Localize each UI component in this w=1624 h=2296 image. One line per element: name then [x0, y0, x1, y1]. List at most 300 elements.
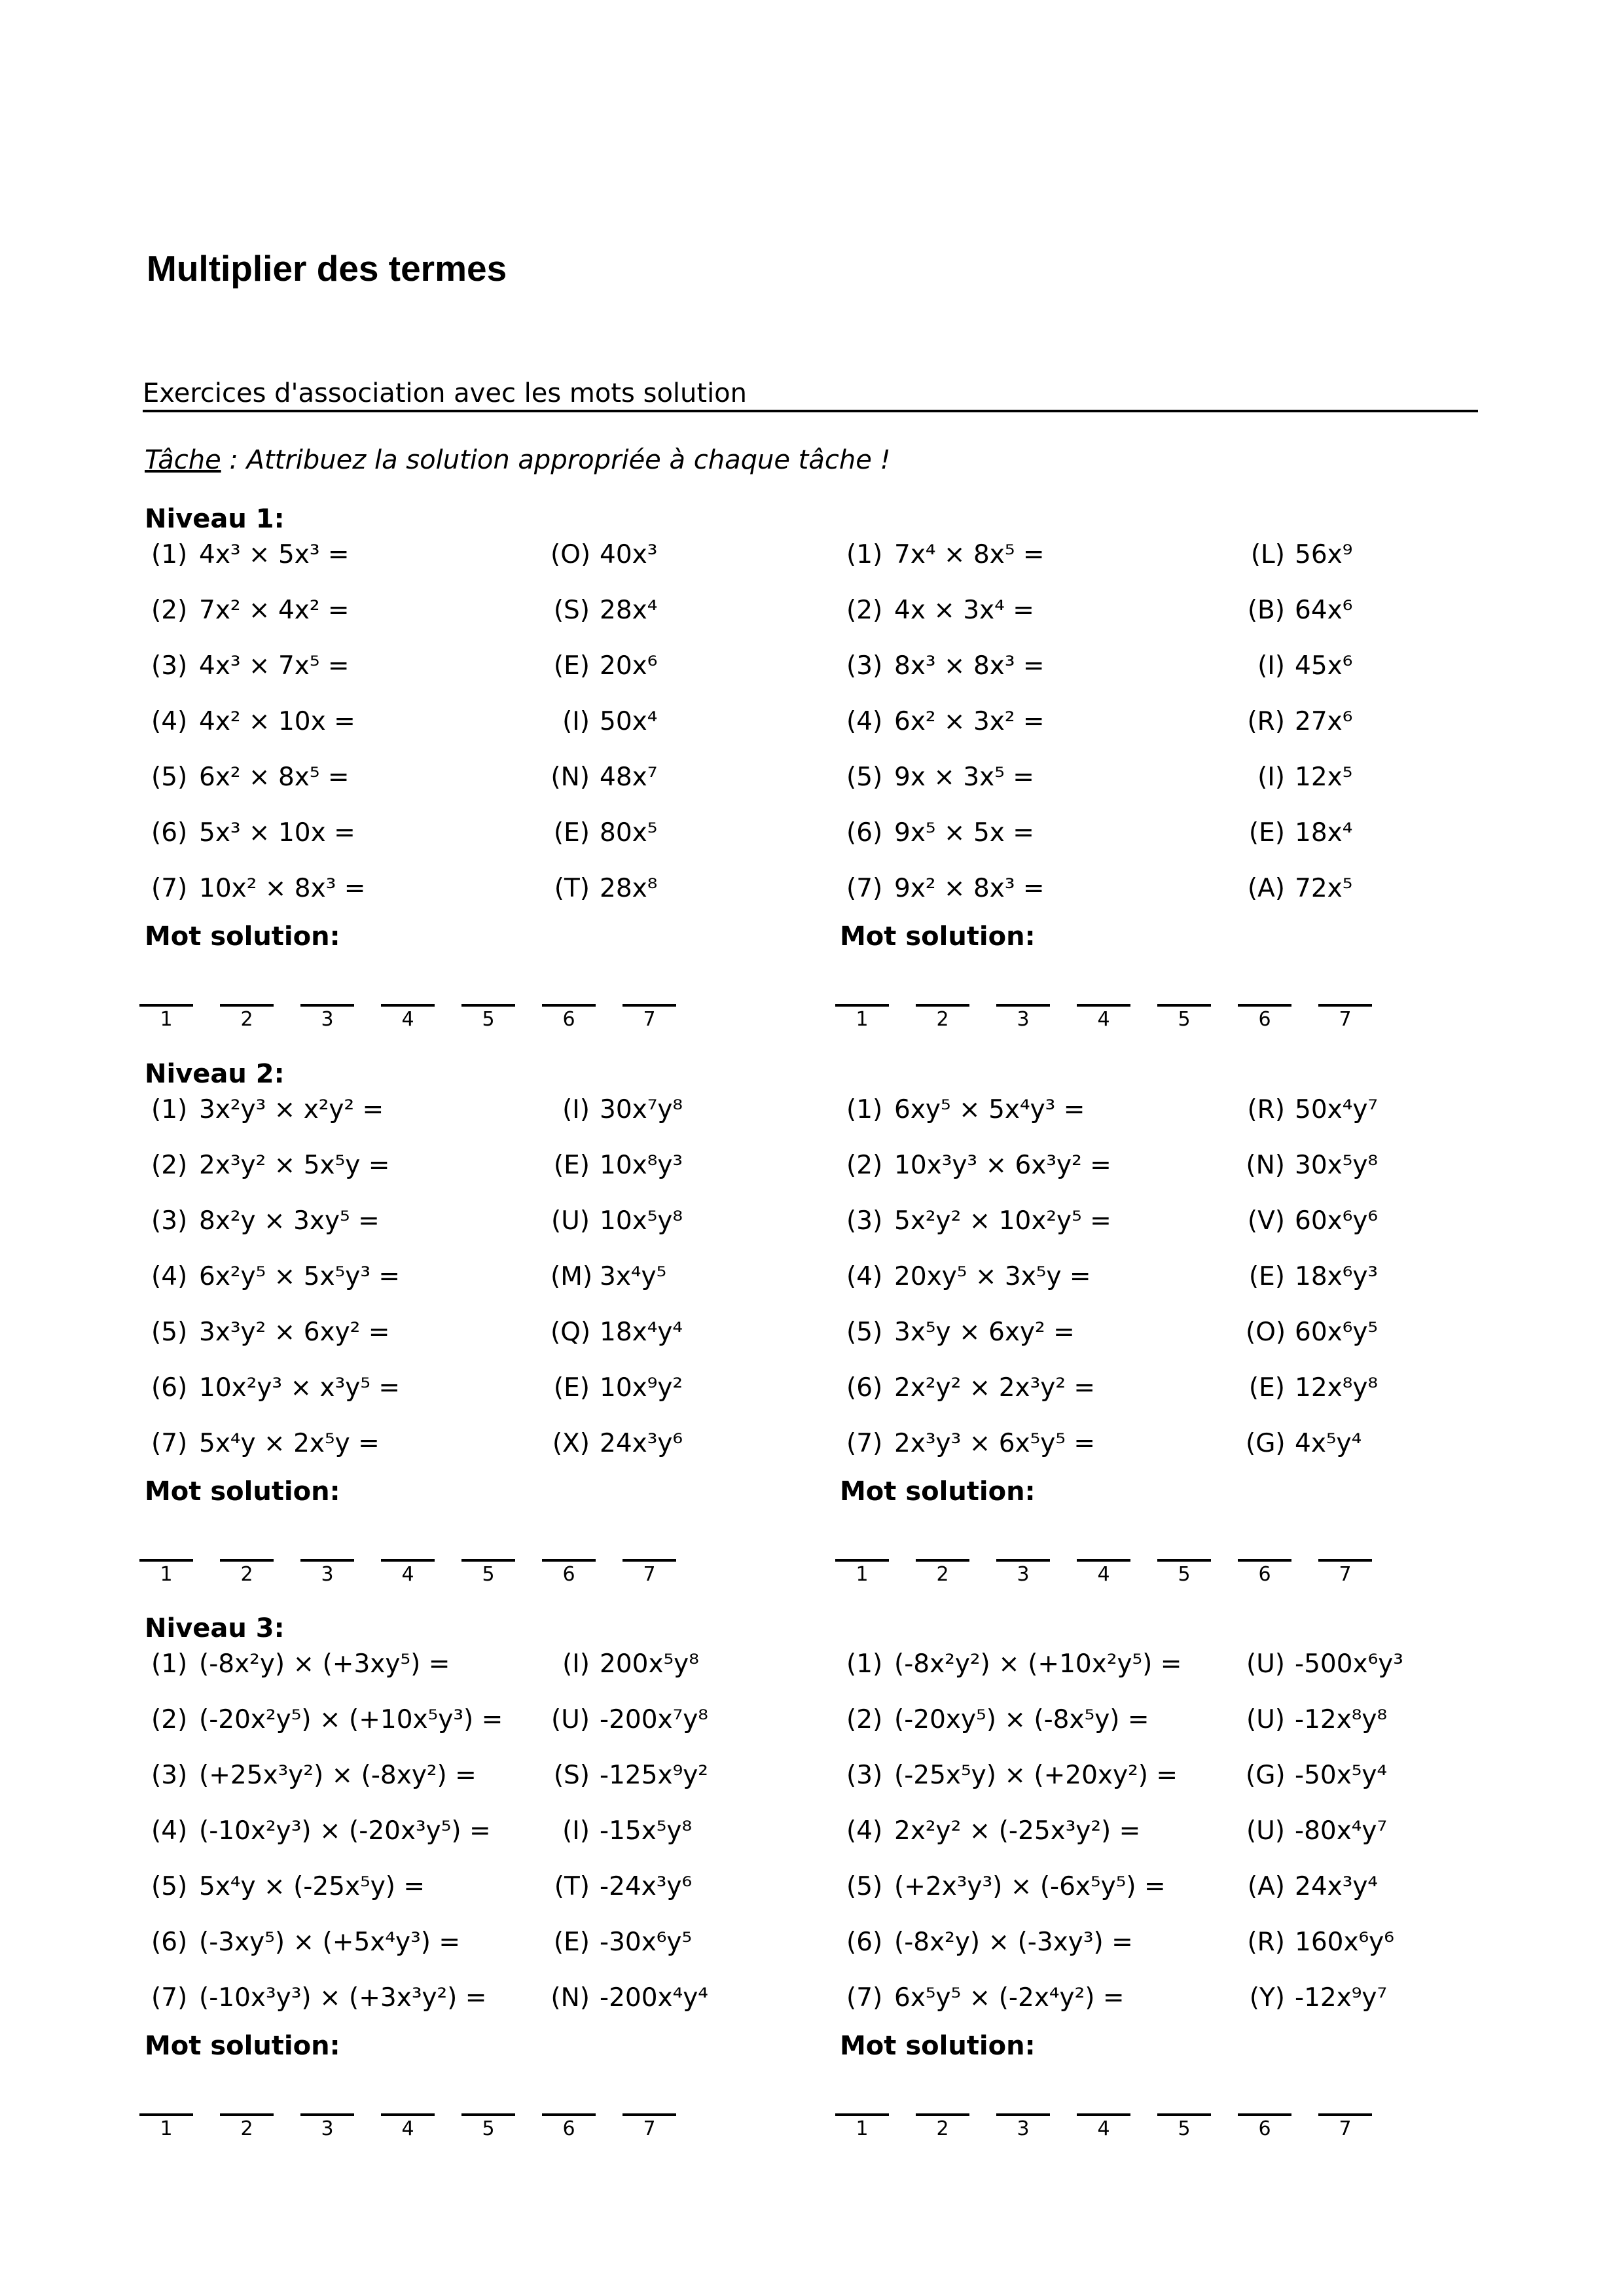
solution-result: -12x⁸y⁸	[1295, 1705, 1388, 1734]
solution-letter: (N)	[550, 1983, 590, 2013]
mot-solution-label: Mot solution:	[145, 1477, 340, 1507]
solution-letter: (A)	[1247, 874, 1285, 903]
solution-letter: (V)	[1247, 1206, 1285, 1236]
solution-letter: (U)	[551, 1206, 590, 1236]
exercise-expression: 5x⁴y × 2x⁵y =	[199, 1429, 380, 1458]
exercise-row	[145, 1761, 832, 1816]
blank-number: 2	[240, 1008, 253, 1031]
solution-result: 56x⁹	[1295, 540, 1353, 569]
level-title: Niveau 1:	[145, 504, 285, 534]
exercise-number: (4)	[846, 1816, 883, 1846]
blank-number: 1	[160, 1008, 173, 1031]
exercise-number: (3)	[846, 1206, 883, 1236]
exercise-expression: 6x² × 3x² =	[894, 707, 1045, 736]
exercise-number: (2)	[846, 1705, 883, 1734]
exercise-expression: (-25x⁵y) × (+20xy²) =	[894, 1761, 1178, 1790]
blank-number: 3	[1017, 1563, 1030, 1586]
exercise-expression: (-10x³y³) × (+3x³y²) =	[199, 1983, 487, 2013]
exercise-column-left	[145, 1649, 832, 2039]
blank-number: 3	[1017, 1008, 1030, 1031]
solution-letter: (I)	[1257, 762, 1285, 792]
exercise-row	[145, 1928, 832, 1983]
solution-letter: (E)	[553, 1373, 590, 1403]
answer-blank[interactable]	[1238, 1545, 1291, 1562]
exercise-number: (6)	[151, 1928, 188, 1957]
solution-letter: (N)	[550, 762, 590, 792]
exercise-number: (3)	[151, 1206, 188, 1236]
solution-letter: (O)	[1246, 1318, 1286, 1347]
exercise-column-right	[840, 1095, 1527, 1484]
solution-letter: (G)	[1246, 1429, 1286, 1458]
solution-letter: (B)	[1247, 596, 1285, 625]
solution-result: 10x⁹y²	[600, 1373, 683, 1403]
exercise-number: (6)	[846, 818, 883, 848]
solution-result: -30x⁶y⁵	[600, 1928, 693, 1957]
solution-result: 50x⁴y⁷	[1295, 1095, 1379, 1124]
solution-result: 28x⁴	[600, 596, 658, 625]
exercise-expression: 5x⁴y × (-25x⁵y) =	[199, 1872, 425, 1901]
answer-blank[interactable]	[542, 2099, 596, 2116]
section-subtitle: Exercices d'association avec les mots solution	[143, 378, 1478, 412]
blank-number: 1	[160, 1563, 173, 1586]
blank-number: 7	[1339, 1563, 1352, 1586]
solution-letter: (M)	[550, 1262, 593, 1291]
exercise-expression: 7x² × 4x² =	[199, 596, 350, 625]
blank-number: 3	[321, 1008, 334, 1031]
exercise-number: (3)	[846, 651, 883, 681]
exercise-row	[840, 1872, 1527, 1928]
answer-blank[interactable]	[1157, 990, 1211, 1007]
exercise-number: (2)	[151, 1705, 188, 1734]
blank-number: 2	[936, 2117, 949, 2140]
solution-letter: (E)	[553, 818, 590, 848]
solution-result: -24x³y⁶	[600, 1872, 693, 1901]
blank-number: 2	[936, 1008, 949, 1031]
answer-blank[interactable]	[996, 990, 1050, 1007]
solution-letter: (E)	[1248, 818, 1285, 848]
answer-blank[interactable]	[916, 990, 969, 1007]
solution-letter: (U)	[1246, 1816, 1285, 1846]
answer-blank[interactable]	[542, 1545, 596, 1562]
answer-blank[interactable]	[835, 2099, 889, 2116]
solution-result: 4x⁵y⁴	[1295, 1429, 1362, 1458]
exercise-expression: 9x² × 8x³ =	[894, 874, 1045, 903]
answer-blank[interactable]	[1077, 1545, 1130, 1562]
solution-result: -80x⁴y⁷	[1295, 1816, 1388, 1846]
answer-blank[interactable]	[220, 990, 274, 1007]
exercise-expression: 10x³y³ × 6x³y² =	[894, 1151, 1111, 1180]
solution-result: 48x⁷	[600, 762, 658, 792]
blank-number: 2	[240, 2117, 253, 2140]
solution-result: 80x⁵	[600, 818, 658, 848]
blank-number: 4	[1097, 1563, 1110, 1586]
exercise-number: (1)	[846, 1095, 883, 1124]
blank-number: 5	[1178, 1008, 1191, 1031]
level-title: Niveau 2:	[145, 1059, 285, 1089]
mot-solution-label: Mot solution:	[840, 922, 1036, 952]
exercise-expression: 4x³ × 7x⁵ =	[199, 651, 350, 681]
exercise-expression: 4x³ × 5x³ =	[199, 540, 350, 569]
solution-result: 10x⁵y⁸	[600, 1206, 683, 1236]
blank-number: 7	[643, 1008, 656, 1031]
exercise-expression: 2x³y² × 5x⁵y =	[199, 1151, 390, 1180]
exercise-expression: (-20xy⁵) × (-8x⁵y) =	[894, 1705, 1149, 1734]
exercise-number: (7)	[846, 1983, 883, 2013]
exercise-expression: 3x²y³ × x²y² =	[199, 1095, 384, 1124]
blank-number: 3	[321, 1563, 334, 1586]
blank-number: 5	[482, 1563, 495, 1586]
exercise-expression: 8x³ × 8x³ =	[894, 651, 1045, 681]
exercise-number: (1)	[151, 1095, 188, 1124]
exercise-row	[145, 762, 832, 818]
solution-letter: (U)	[1246, 1705, 1285, 1734]
answer-blank[interactable]	[835, 990, 889, 1007]
solution-result: 50x⁴	[600, 707, 658, 736]
solution-letter: (E)	[1248, 1373, 1285, 1403]
solution-result: -12x⁹y⁷	[1295, 1983, 1388, 2013]
blank-number: 5	[1178, 1563, 1191, 1586]
solution-result: -125x⁹y²	[600, 1761, 708, 1790]
exercise-row	[145, 596, 832, 651]
mot-solution-label: Mot solution:	[145, 922, 340, 952]
exercise-row	[840, 540, 1527, 596]
solution-result: -50x⁵y⁴	[1295, 1761, 1388, 1790]
exercise-number: (4)	[151, 1816, 188, 1846]
exercise-number: (6)	[151, 818, 188, 848]
answer-blank[interactable]	[542, 990, 596, 1007]
solution-result: 12x⁸y⁸	[1295, 1373, 1379, 1403]
answer-blank[interactable]	[381, 990, 435, 1007]
answer-blank[interactable]	[623, 2099, 676, 2116]
exercise-expression: 4x × 3x⁴ =	[894, 596, 1034, 625]
solution-letter: (I)	[562, 1649, 590, 1679]
answer-blank[interactable]	[1077, 2099, 1130, 2116]
solution-result: 200x⁵y⁸	[600, 1649, 699, 1679]
exercise-row	[145, 651, 832, 707]
exercise-row	[145, 1262, 832, 1318]
answer-blank[interactable]	[1318, 2099, 1372, 2116]
exercise-row	[145, 1872, 832, 1928]
solution-letter: (X)	[552, 1429, 590, 1458]
solution-result: -500x⁶y³	[1295, 1649, 1403, 1679]
answer-blank[interactable]	[220, 2099, 274, 2116]
solution-letter: (L)	[1250, 540, 1285, 569]
page-title: Multiplier des termes	[147, 248, 507, 289]
exercise-number: (4)	[151, 707, 188, 736]
exercise-row	[145, 1318, 832, 1373]
exercise-row	[145, 1151, 832, 1206]
solution-result: 3x⁴y⁵	[600, 1262, 667, 1291]
solution-result: 64x⁶	[1295, 596, 1353, 625]
exercise-expression: (+2x³y³) × (-6x⁵y⁵) =	[894, 1872, 1166, 1901]
blank-number: 1	[856, 1008, 869, 1031]
answer-blank[interactable]	[381, 2099, 435, 2116]
solution-letter: (N)	[1246, 1151, 1285, 1180]
answer-blank[interactable]	[300, 1545, 354, 1562]
exercise-row	[145, 1816, 832, 1872]
solution-letter: (R)	[1247, 1928, 1285, 1957]
exercise-number: (2)	[151, 1151, 188, 1180]
exercise-row	[145, 707, 832, 762]
exercise-row	[840, 1151, 1527, 1206]
exercise-number: (6)	[151, 1373, 188, 1403]
answer-blank[interactable]	[139, 2099, 193, 2116]
exercise-number: (5)	[846, 762, 883, 792]
exercise-expression: 3x³y² × 6xy² =	[199, 1318, 390, 1347]
exercise-number: (6)	[846, 1373, 883, 1403]
blank-number: 1	[160, 2117, 173, 2140]
blank-number: 6	[562, 1563, 575, 1586]
solution-result: 27x⁶	[1295, 707, 1353, 736]
exercise-row	[145, 1373, 832, 1429]
solution-letter: (U)	[551, 1705, 590, 1734]
solution-letter: (S)	[553, 596, 590, 625]
exercise-number: (4)	[846, 707, 883, 736]
exercise-row	[840, 707, 1527, 762]
exercise-number: (7)	[846, 874, 883, 903]
blank-number: 7	[643, 1563, 656, 1586]
exercise-row	[840, 762, 1527, 818]
exercise-number: (1)	[151, 1649, 188, 1679]
exercise-row	[840, 1262, 1527, 1318]
exercise-expression: 10x²y³ × x³y⁵ =	[199, 1373, 401, 1403]
exercise-row	[840, 651, 1527, 707]
exercise-expression: 10x² × 8x³ =	[199, 874, 366, 903]
exercise-expression: 9x⁵ × 5x =	[894, 818, 1034, 848]
exercise-row	[840, 596, 1527, 651]
exercise-number: (3)	[846, 1761, 883, 1790]
solution-letter: (E)	[553, 1928, 590, 1957]
exercise-expression: 5x³ × 10x =	[199, 818, 355, 848]
exercise-number: (7)	[846, 1429, 883, 1458]
exercise-expression: 6x⁵y⁵ × (-2x⁴y²) =	[894, 1983, 1125, 2013]
solution-letter: (Q)	[550, 1318, 591, 1347]
exercise-number: (7)	[151, 1429, 188, 1458]
answer-blank[interactable]	[1238, 2099, 1291, 2116]
blank-number: 6	[562, 2117, 575, 2140]
exercise-number: (3)	[151, 651, 188, 681]
solution-result: 30x⁷y⁸	[600, 1095, 683, 1124]
exercise-expression: 5x²y² × 10x²y⁵ =	[894, 1206, 1111, 1236]
answer-blank[interactable]	[1318, 1545, 1372, 1562]
exercise-expression: (-20x²y⁵) × (+10x⁵y³) =	[199, 1705, 503, 1734]
solution-letter: (A)	[1247, 1872, 1285, 1901]
solution-result: 24x³y⁴	[1295, 1872, 1379, 1901]
answer-blank[interactable]	[1077, 990, 1130, 1007]
solution-letter: (S)	[553, 1761, 590, 1790]
solution-result: 30x⁵y⁸	[1295, 1151, 1379, 1180]
solution-result: 160x⁶y⁶	[1295, 1928, 1394, 1957]
solution-letter: (O)	[550, 540, 591, 569]
answer-blank[interactable]	[1157, 1545, 1211, 1562]
solution-letter: (I)	[1257, 651, 1285, 681]
blank-number: 4	[401, 1008, 414, 1031]
answer-blank[interactable]	[300, 2099, 354, 2116]
solution-result: 24x³y⁶	[600, 1429, 683, 1458]
solution-result: 20x⁶	[600, 651, 658, 681]
exercise-number: (5)	[846, 1318, 883, 1347]
solution-result: 60x⁶y⁶	[1295, 1206, 1379, 1236]
exercise-expression: (-10x²y³) × (-20x³y⁵) =	[199, 1816, 491, 1846]
exercise-expression: (-3xy⁵) × (+5x⁴y³) =	[199, 1928, 461, 1957]
exercise-number: (5)	[846, 1872, 883, 1901]
exercise-row	[840, 1816, 1527, 1872]
exercise-row	[840, 1206, 1527, 1262]
blank-number: 6	[1258, 2117, 1271, 2140]
blank-number: 5	[482, 1008, 495, 1031]
exercise-expression: 4x² × 10x =	[199, 707, 355, 736]
answer-blank[interactable]	[1318, 990, 1372, 1007]
solution-letter: (T)	[554, 874, 590, 903]
exercise-expression: 3x⁵y × 6xy² =	[894, 1318, 1075, 1347]
answer-blank[interactable]	[916, 1545, 969, 1562]
blank-number: 7	[1339, 1008, 1352, 1031]
solution-result: 18x⁴y⁴	[600, 1318, 683, 1347]
blank-number: 7	[643, 2117, 656, 2140]
exercise-row	[145, 1206, 832, 1262]
solution-letter: (I)	[562, 1095, 590, 1124]
answer-blank[interactable]	[139, 990, 193, 1007]
exercise-column-left	[145, 540, 832, 929]
blank-number: 4	[401, 1563, 414, 1586]
blank-number: 3	[321, 2117, 334, 2140]
solution-result: 18x⁶y³	[1295, 1262, 1379, 1291]
answer-blank[interactable]	[461, 1545, 515, 1562]
exercise-row	[145, 1649, 832, 1705]
mot-solution-label: Mot solution:	[840, 1477, 1036, 1507]
solution-result: 40x³	[600, 540, 658, 569]
exercise-number: (6)	[846, 1928, 883, 1957]
exercise-expression: (-8x²y²) × (+10x²y⁵) =	[894, 1649, 1182, 1679]
blank-number: 1	[856, 2117, 869, 2140]
answer-blank[interactable]	[996, 1545, 1050, 1562]
blank-number: 2	[240, 1563, 253, 1586]
solution-letter: (R)	[1247, 1095, 1285, 1124]
exercise-column-left	[145, 1095, 832, 1484]
solution-result: 45x⁶	[1295, 651, 1353, 681]
exercise-expression: 6xy⁵ × 5x⁴y³ =	[894, 1095, 1085, 1124]
solution-result: 60x⁶y⁵	[1295, 1318, 1379, 1347]
blank-number: 6	[1258, 1008, 1271, 1031]
exercise-column-right	[840, 540, 1527, 929]
exercise-expression: 20xy⁵ × 3x⁵y =	[894, 1262, 1091, 1291]
solution-result: -200x⁷y⁸	[600, 1705, 708, 1734]
exercise-row	[840, 1928, 1527, 1983]
blank-number: 6	[1258, 1563, 1271, 1586]
solution-letter: (U)	[1246, 1649, 1285, 1679]
task-label: Tâche	[145, 445, 221, 475]
exercise-number: (3)	[151, 1761, 188, 1790]
exercise-number: (2)	[846, 1151, 883, 1180]
exercise-expression: 2x²y² × 2x³y² =	[894, 1373, 1096, 1403]
exercise-number: (2)	[151, 596, 188, 625]
answer-blank[interactable]	[461, 990, 515, 1007]
solution-letter: (T)	[554, 1872, 590, 1901]
solution-letter: (R)	[1247, 707, 1285, 736]
exercise-number: (1)	[151, 540, 188, 569]
exercise-expression: 7x⁴ × 8x⁵ =	[894, 540, 1045, 569]
level-title: Niveau 3:	[145, 1613, 285, 1643]
exercise-row	[840, 1705, 1527, 1761]
answer-blank[interactable]	[835, 1545, 889, 1562]
solution-result: -15x⁵y⁸	[600, 1816, 693, 1846]
solution-result: -200x⁴y⁴	[600, 1983, 708, 2013]
answer-blank[interactable]	[1238, 990, 1291, 1007]
solution-letter: (E)	[553, 1151, 590, 1180]
solution-letter: (Y)	[1249, 1983, 1285, 2013]
exercise-expression: (-8x²y) × (-3xy³) =	[894, 1928, 1133, 1957]
exercise-expression: 6x² × 8x⁵ =	[199, 762, 350, 792]
answer-blank[interactable]	[623, 1545, 676, 1562]
mot-solution-label: Mot solution:	[840, 2031, 1036, 2061]
solution-letter: (E)	[553, 651, 590, 681]
exercise-number: (4)	[151, 1262, 188, 1291]
task-text: : Attribuez la solution appropriée à chaque tâche !	[221, 445, 891, 475]
exercise-row	[840, 1095, 1527, 1151]
exercise-row	[840, 1761, 1527, 1816]
answer-blank[interactable]	[623, 990, 676, 1007]
exercise-row	[145, 818, 832, 874]
exercise-number: (4)	[846, 1262, 883, 1291]
solution-result: 18x⁴	[1295, 818, 1353, 848]
exercise-row	[840, 1373, 1527, 1429]
solution-letter: (G)	[1246, 1761, 1286, 1790]
solution-result: 28x⁸	[600, 874, 658, 903]
exercise-expression: 8x²y × 3xy⁵ =	[199, 1206, 380, 1236]
answer-blank[interactable]	[461, 2099, 515, 2116]
blank-number: 2	[936, 1563, 949, 1586]
exercise-row	[145, 1095, 832, 1151]
blank-number: 6	[562, 1008, 575, 1031]
task-instruction	[145, 445, 891, 475]
answer-blank[interactable]	[996, 2099, 1050, 2116]
solution-result: 72x⁵	[1295, 874, 1353, 903]
answer-blank[interactable]	[916, 2099, 969, 2116]
answer-blank[interactable]	[139, 1545, 193, 1562]
exercise-expression: (+25x³y²) × (-8xy²) =	[199, 1761, 477, 1790]
exercise-number: (5)	[151, 1318, 188, 1347]
exercise-number: (5)	[151, 1872, 188, 1901]
answer-blank[interactable]	[220, 1545, 274, 1562]
solution-result: 10x⁸y³	[600, 1151, 683, 1180]
solution-letter: (I)	[562, 1816, 590, 1846]
solution-letter: (E)	[1248, 1262, 1285, 1291]
blank-number: 4	[401, 2117, 414, 2140]
answer-blank[interactable]	[1157, 2099, 1211, 2116]
exercise-row	[840, 1649, 1527, 1705]
solution-letter: (I)	[562, 707, 590, 736]
blank-number: 1	[856, 1563, 869, 1586]
exercise-row	[145, 1705, 832, 1761]
exercise-number: (1)	[846, 540, 883, 569]
exercise-number: (2)	[846, 596, 883, 625]
exercise-number: (5)	[151, 762, 188, 792]
exercise-row	[840, 818, 1527, 874]
blank-number: 4	[1097, 2117, 1110, 2140]
blank-number: 5	[1178, 2117, 1191, 2140]
solution-result: 12x⁵	[1295, 762, 1353, 792]
exercise-expression: (-8x²y) × (+3xy⁵) =	[199, 1649, 450, 1679]
blank-number: 7	[1339, 2117, 1352, 2140]
exercise-row	[145, 540, 832, 596]
exercise-expression: 2x²y² × (-25x³y²) =	[894, 1816, 1141, 1846]
exercise-number: (7)	[151, 1983, 188, 2013]
mot-solution-label: Mot solution:	[145, 2031, 340, 2061]
answer-blank[interactable]	[300, 990, 354, 1007]
blank-number: 5	[482, 2117, 495, 2140]
answer-blank[interactable]	[381, 1545, 435, 1562]
exercise-number: (1)	[846, 1649, 883, 1679]
